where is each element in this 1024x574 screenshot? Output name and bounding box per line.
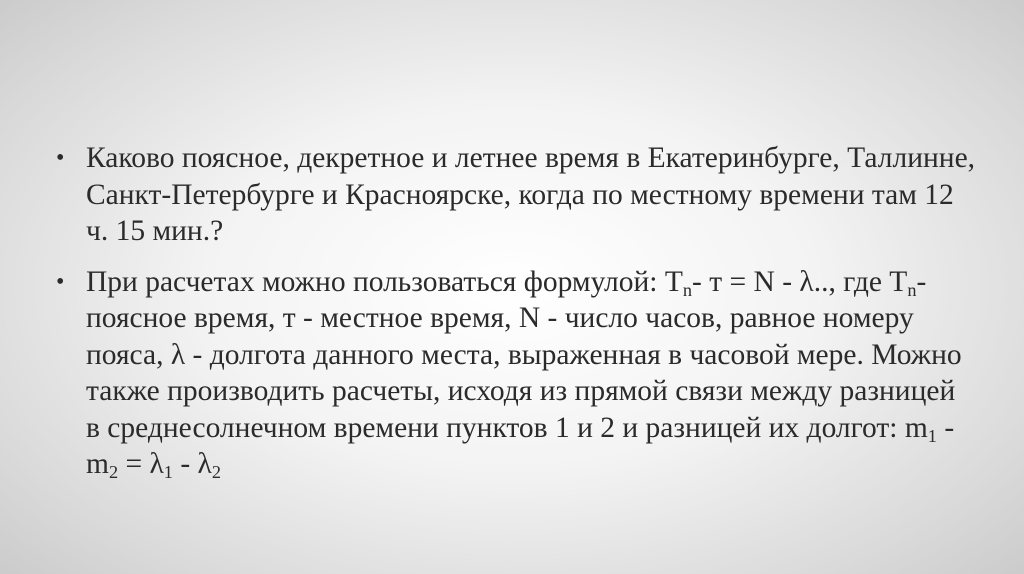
bullet-formula [56,264,976,483]
formula-text-3: - поясное время, т - местное время, N - число часов, равное номеру пояса, λ - долгота данного места, выраженная в часовой мере. Можно также производить расчеты, исходя из прямой связи между разницей в среднесолнечном времени пунктов 1 и 2 и разницей их долгот: m [86,265,962,444]
bullet-list [56,140,976,497]
formula-text-2: - т = N - λ.., где T [692,265,908,298]
subscript-1: 1 [163,462,173,483]
bullet-marker: • [56,268,65,295]
subscript-n: n [907,279,917,300]
formula-text-4: - m [86,411,955,480]
subscript-2: 2 [211,462,221,483]
subscript-n: n [682,279,693,300]
question-text: Каково поясное, декретное и летнее время в Екатеринбурге, Таллинне, Санкт-Петербурге и Красноярске, когда по местному времени там 12 ч. 15 мин.? [86,142,976,247]
formula-text-1: При расчетах можно пользоваться формулой: T [86,265,683,298]
bullet-marker: • [56,145,65,171]
formula-text-5: = λ [118,448,164,480]
bullet-question [56,140,976,250]
formula-text-6: - λ [172,448,212,480]
subscript-2: 2 [108,462,119,483]
subscript-1: 1 [927,425,937,446]
